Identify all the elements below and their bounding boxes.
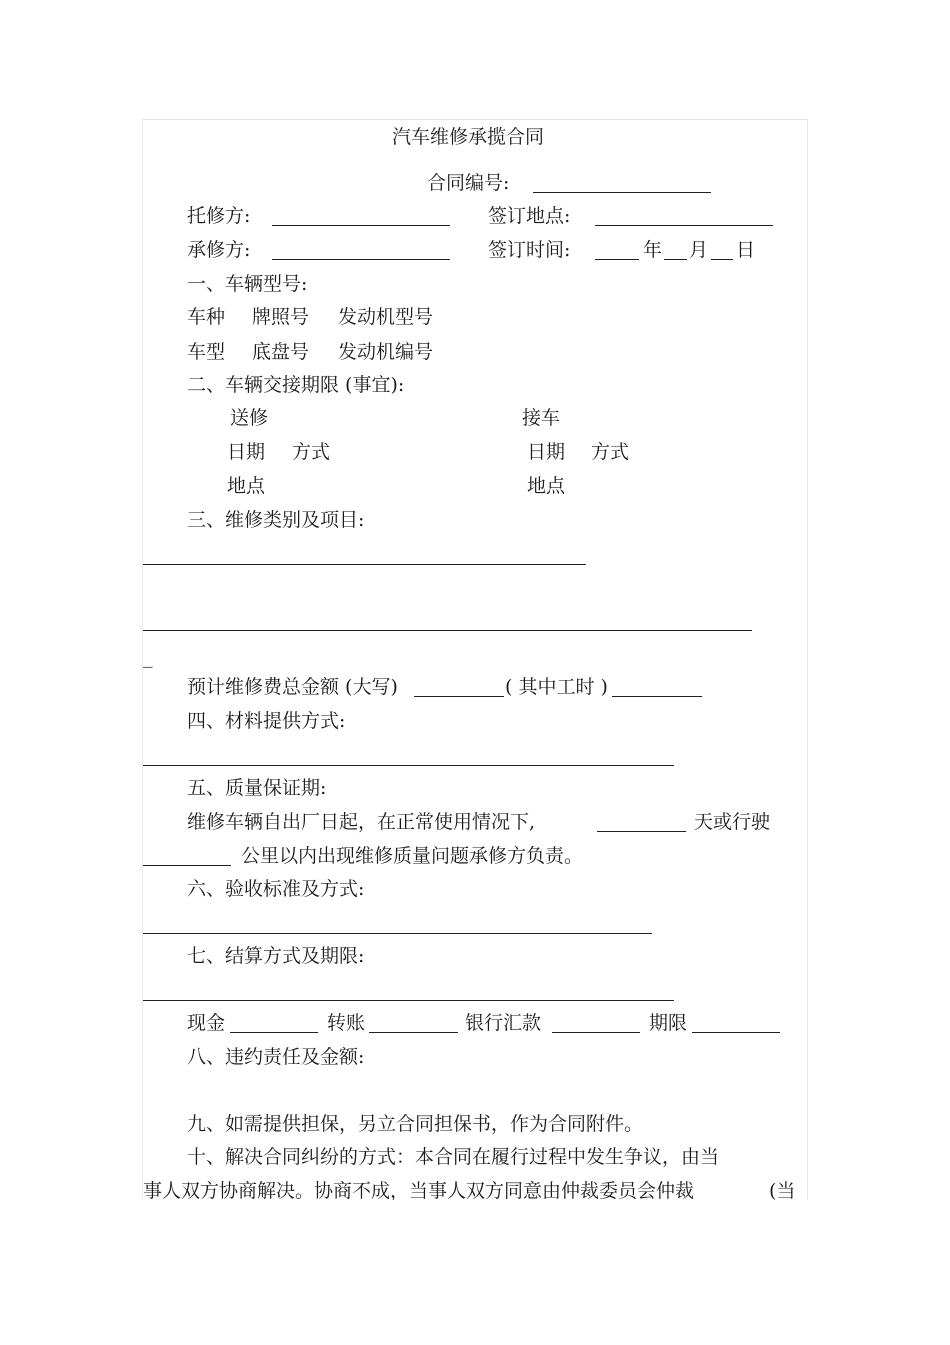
warranty-text-b: 天或行驶 bbox=[694, 811, 771, 833]
cash-field[interactable] bbox=[230, 1032, 318, 1033]
acceptance-line[interactable] bbox=[143, 933, 652, 934]
contract-no-label: 合同编号: bbox=[427, 172, 510, 194]
plate-no-label: 牌照号 bbox=[252, 306, 310, 328]
s10-line-2-tail: (当 bbox=[769, 1180, 796, 1200]
s1-heading: 一、车辆型号: bbox=[187, 273, 308, 295]
s2-heading: 二、车辆交接期限 (事宜): bbox=[187, 374, 405, 396]
material-line[interactable] bbox=[143, 765, 674, 766]
s5-heading: 五、质量保证期: bbox=[187, 777, 327, 799]
contract-page bbox=[142, 119, 808, 1200]
labor-field[interactable] bbox=[612, 696, 702, 697]
send-place-label: 地点 bbox=[227, 475, 266, 497]
s7-heading: 七、结算方式及期限: bbox=[187, 945, 365, 967]
labor-label: ( 其中工时 ) bbox=[505, 676, 608, 698]
month-field[interactable] bbox=[664, 259, 687, 260]
s10-line-2: 事人双方协商解决。协商不成，当事人双方同意由仲裁委员会仲裁 bbox=[143, 1180, 695, 1200]
s8-heading: 八、违约责任及金额: bbox=[187, 1046, 365, 1068]
warranty-km-field[interactable] bbox=[143, 865, 231, 866]
repair-items-line-2[interactable] bbox=[143, 630, 752, 631]
warranty-days-field[interactable] bbox=[597, 831, 686, 832]
cash-label: 现金 bbox=[187, 1012, 226, 1034]
stray-underscore: _ bbox=[143, 646, 153, 668]
pickup-method-label: 方式 bbox=[591, 441, 630, 463]
pickup-date-label: 日期 bbox=[527, 441, 566, 463]
pickup-place-label: 地点 bbox=[527, 475, 566, 497]
contract-no-field[interactable] bbox=[533, 192, 711, 193]
remit-label: 银行汇款 bbox=[465, 1012, 542, 1034]
year-field[interactable] bbox=[595, 259, 639, 260]
settlement-line[interactable] bbox=[143, 1000, 674, 1001]
warranty-text-c: 公里以内出现维修质量问题承修方负责。 bbox=[241, 845, 584, 867]
repair-items-line-1[interactable] bbox=[143, 564, 586, 565]
vehicle-kind-label: 车种 bbox=[187, 306, 226, 328]
send-label: 送修 bbox=[230, 407, 269, 429]
day-field[interactable] bbox=[711, 259, 733, 260]
s3-heading: 三、维修类别及项目: bbox=[187, 509, 365, 531]
contractor-field[interactable] bbox=[272, 259, 450, 260]
warranty-text-a: 维修车辆自出厂日起，在正常使用情况下, bbox=[187, 811, 536, 833]
s6-heading: 六、验收标准及方式: bbox=[187, 878, 365, 900]
day-label: 日 bbox=[736, 239, 756, 261]
s9-text: 九、如需提供担保，另立合同担保书，作为合同附件。 bbox=[187, 1113, 644, 1135]
send-date-label: 日期 bbox=[227, 441, 266, 463]
client-label: 托修方: bbox=[187, 205, 251, 227]
engine-no-label: 发动机编号 bbox=[338, 341, 434, 363]
cost-label: 预计维修费总金额 (大写) bbox=[187, 676, 398, 698]
contractor-label: 承修方: bbox=[187, 239, 251, 261]
month-label: 月 bbox=[689, 239, 709, 261]
year-label: 年 bbox=[643, 239, 663, 261]
transfer-label: 转账 bbox=[327, 1012, 366, 1034]
s10-line-1: 十、解决合同纠纷的方式：本合同在履行过程中发生争议，由当 bbox=[187, 1146, 720, 1168]
chassis-no-label: 底盘号 bbox=[252, 341, 310, 363]
client-field[interactable] bbox=[272, 225, 450, 226]
sign-time-label: 签订时间: bbox=[488, 239, 571, 261]
pickup-label: 接车 bbox=[522, 407, 561, 429]
sign-place-field[interactable] bbox=[595, 225, 773, 226]
contract-title: 汽车维修承揽合同 bbox=[392, 126, 545, 148]
term-field[interactable] bbox=[692, 1032, 780, 1033]
remit-field[interactable] bbox=[552, 1032, 640, 1033]
sign-place-label: 签订地点: bbox=[488, 205, 571, 227]
engine-model-label: 发动机型号 bbox=[338, 306, 434, 328]
send-method-label: 方式 bbox=[292, 441, 331, 463]
cost-field[interactable] bbox=[414, 696, 504, 697]
s4-heading: 四、材料提供方式: bbox=[187, 710, 346, 732]
vehicle-model-label: 车型 bbox=[187, 341, 226, 363]
transfer-field[interactable] bbox=[369, 1032, 458, 1033]
term-label: 期限 bbox=[649, 1012, 688, 1034]
